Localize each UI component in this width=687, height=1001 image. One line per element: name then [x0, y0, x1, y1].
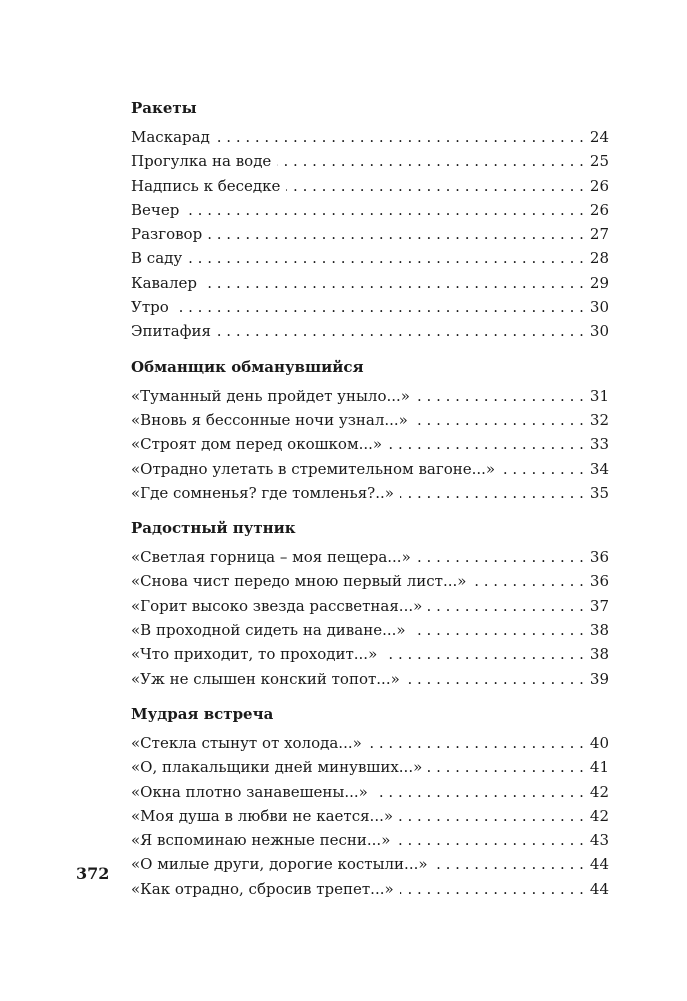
section-heading: Мудрая встреча [131, 704, 274, 723]
toc-entry [131, 295, 609, 319]
entry-page-number: 42 [589, 806, 609, 825]
dot-leader [217, 319, 584, 343]
dot-leader [203, 271, 584, 295]
dot-leader [428, 594, 584, 618]
toc-entry [131, 667, 609, 691]
entry-title: Кавалер [131, 273, 197, 292]
dot-leader [175, 295, 584, 319]
entry-page-number: 35 [589, 483, 609, 502]
toc-section [131, 356, 609, 505]
entry-title: «О милые други, дорогие костыли...» [131, 855, 428, 874]
dot-leader [428, 755, 584, 779]
toc-entry [131, 174, 609, 198]
entry-page-number: 39 [589, 669, 609, 688]
toc-entry [131, 149, 609, 173]
entry-title: В саду [131, 249, 183, 268]
entry-title: Прогулка на воде [131, 152, 272, 171]
toc-entry [131, 755, 609, 779]
toc-entry [131, 569, 609, 593]
toc-section [131, 517, 609, 691]
entry-page-number: 28 [589, 249, 609, 268]
entry-title: «Где сомненья? где томленья?..» [131, 483, 394, 502]
entry-page-number: 26 [589, 176, 609, 195]
dot-leader [368, 731, 584, 755]
section-heading: Обманщик обманувшийся [131, 357, 364, 376]
toc-entry [131, 246, 609, 270]
entry-page-number: 26 [589, 200, 609, 219]
entry-title: Вечер [131, 200, 180, 219]
entry-page-number: 30 [589, 298, 609, 317]
toc-entry [131, 780, 609, 804]
toc-entry [131, 545, 609, 569]
dot-leader [185, 198, 584, 222]
entry-page-number: 32 [589, 410, 609, 429]
toc-entry [131, 432, 609, 456]
dot-leader [434, 852, 584, 876]
entry-page-number: 36 [589, 572, 609, 591]
dot-leader [208, 222, 584, 246]
entry-page-number: 44 [589, 879, 609, 898]
toc-entry [131, 731, 609, 755]
entry-title: «О, плакальщики дней минувших...» [131, 758, 423, 777]
entry-title: Эпитафия [131, 322, 211, 341]
page-number: 372 [76, 864, 110, 883]
dot-leader [416, 384, 584, 408]
entry-title: «Отрадно улетать в стремительном вагоне...» [131, 459, 496, 478]
toc-entry [131, 594, 609, 618]
toc-section [131, 703, 609, 901]
entry-page-number: 38 [589, 621, 609, 640]
toc-entry [131, 642, 609, 666]
dot-leader [400, 481, 584, 505]
entry-page-number: 41 [589, 758, 609, 777]
dot-leader [399, 804, 584, 828]
entry-page-number: 38 [589, 645, 609, 664]
entry-page-number: 30 [589, 322, 609, 341]
entry-title: Маскарад [131, 128, 210, 146]
entry-title: «В проходной сидеть на диване...» [131, 621, 406, 640]
dot-leader [216, 125, 584, 149]
entry-page-number: 29 [589, 273, 609, 292]
entry-title: «Снова чист передо мною первый лист...» [131, 572, 467, 591]
dot-leader [188, 246, 584, 270]
dot-leader [383, 642, 584, 666]
entry-page-number: 37 [589, 596, 609, 615]
table-of-contents [131, 97, 609, 901]
toc-entry [131, 319, 609, 343]
section-heading: Ракеты [131, 99, 197, 117]
entry-title: «Строят дом перед окошком...» [131, 435, 383, 454]
dot-leader [406, 667, 584, 691]
entry-page-number: 36 [589, 548, 609, 567]
toc-entry [131, 481, 609, 505]
toc-entry [131, 852, 609, 876]
entry-page-number: 31 [589, 386, 609, 405]
dot-leader [501, 457, 584, 481]
entry-page-number: 42 [589, 782, 609, 801]
toc-entry [131, 408, 609, 432]
entry-title: «Стекла стынут от холода...» [131, 733, 362, 752]
entry-title: Надпись к беседке [131, 176, 281, 195]
dot-leader [400, 877, 584, 901]
toc-entry [131, 804, 609, 828]
entry-title: «Как отрадно, сбросив трепет...» [131, 879, 394, 898]
toc-entry [131, 271, 609, 295]
entry-page-number: 24 [589, 128, 609, 146]
toc-entry [131, 877, 609, 901]
entry-page-number: 40 [589, 733, 609, 752]
entry-page-number: 33 [589, 435, 609, 454]
toc-entry [131, 618, 609, 642]
dot-leader [286, 174, 583, 198]
section-heading: Радостный путник [131, 519, 296, 538]
dot-leader [414, 408, 584, 432]
dot-leader [277, 149, 584, 173]
toc-entry [131, 828, 609, 852]
dot-leader [396, 828, 584, 852]
entry-title: Утро [131, 298, 169, 317]
dot-leader [417, 545, 584, 569]
entry-title: «Горит высоко звезда рассветная...» [131, 596, 423, 615]
entry-title: «Уж не слышен конский топот...» [131, 669, 400, 688]
entry-page-number: 27 [589, 225, 609, 244]
entry-page-number: 34 [589, 459, 609, 478]
entry-title: «Я вспоминаю нежные песни...» [131, 831, 391, 850]
dot-leader [374, 780, 584, 804]
toc-entry [131, 198, 609, 222]
entry-title: «Что приходит, то проходит...» [131, 645, 378, 664]
toc-section [131, 97, 609, 344]
entry-title: «Вновь я бессонные ночи узнал...» [131, 410, 408, 429]
toc-entry [131, 384, 609, 408]
entry-page-number: 43 [589, 831, 609, 850]
toc-entry [131, 457, 609, 481]
toc-entry [131, 222, 609, 246]
entry-title: «Моя душа в любви не кается...» [131, 806, 394, 825]
entry-title: Разговор [131, 225, 203, 244]
dot-leader [412, 618, 584, 642]
dot-leader [472, 569, 583, 593]
entry-title: «Светлая горница – моя пещера...» [131, 548, 411, 567]
toc-entry [131, 125, 609, 149]
dot-leader [388, 432, 584, 456]
entry-page-number: 25 [589, 152, 609, 171]
entry-title: «Туманный день пройдет уныло...» [131, 386, 410, 405]
entry-title: «Окна плотно занавешены...» [131, 782, 368, 801]
entry-page-number: 44 [589, 855, 609, 874]
